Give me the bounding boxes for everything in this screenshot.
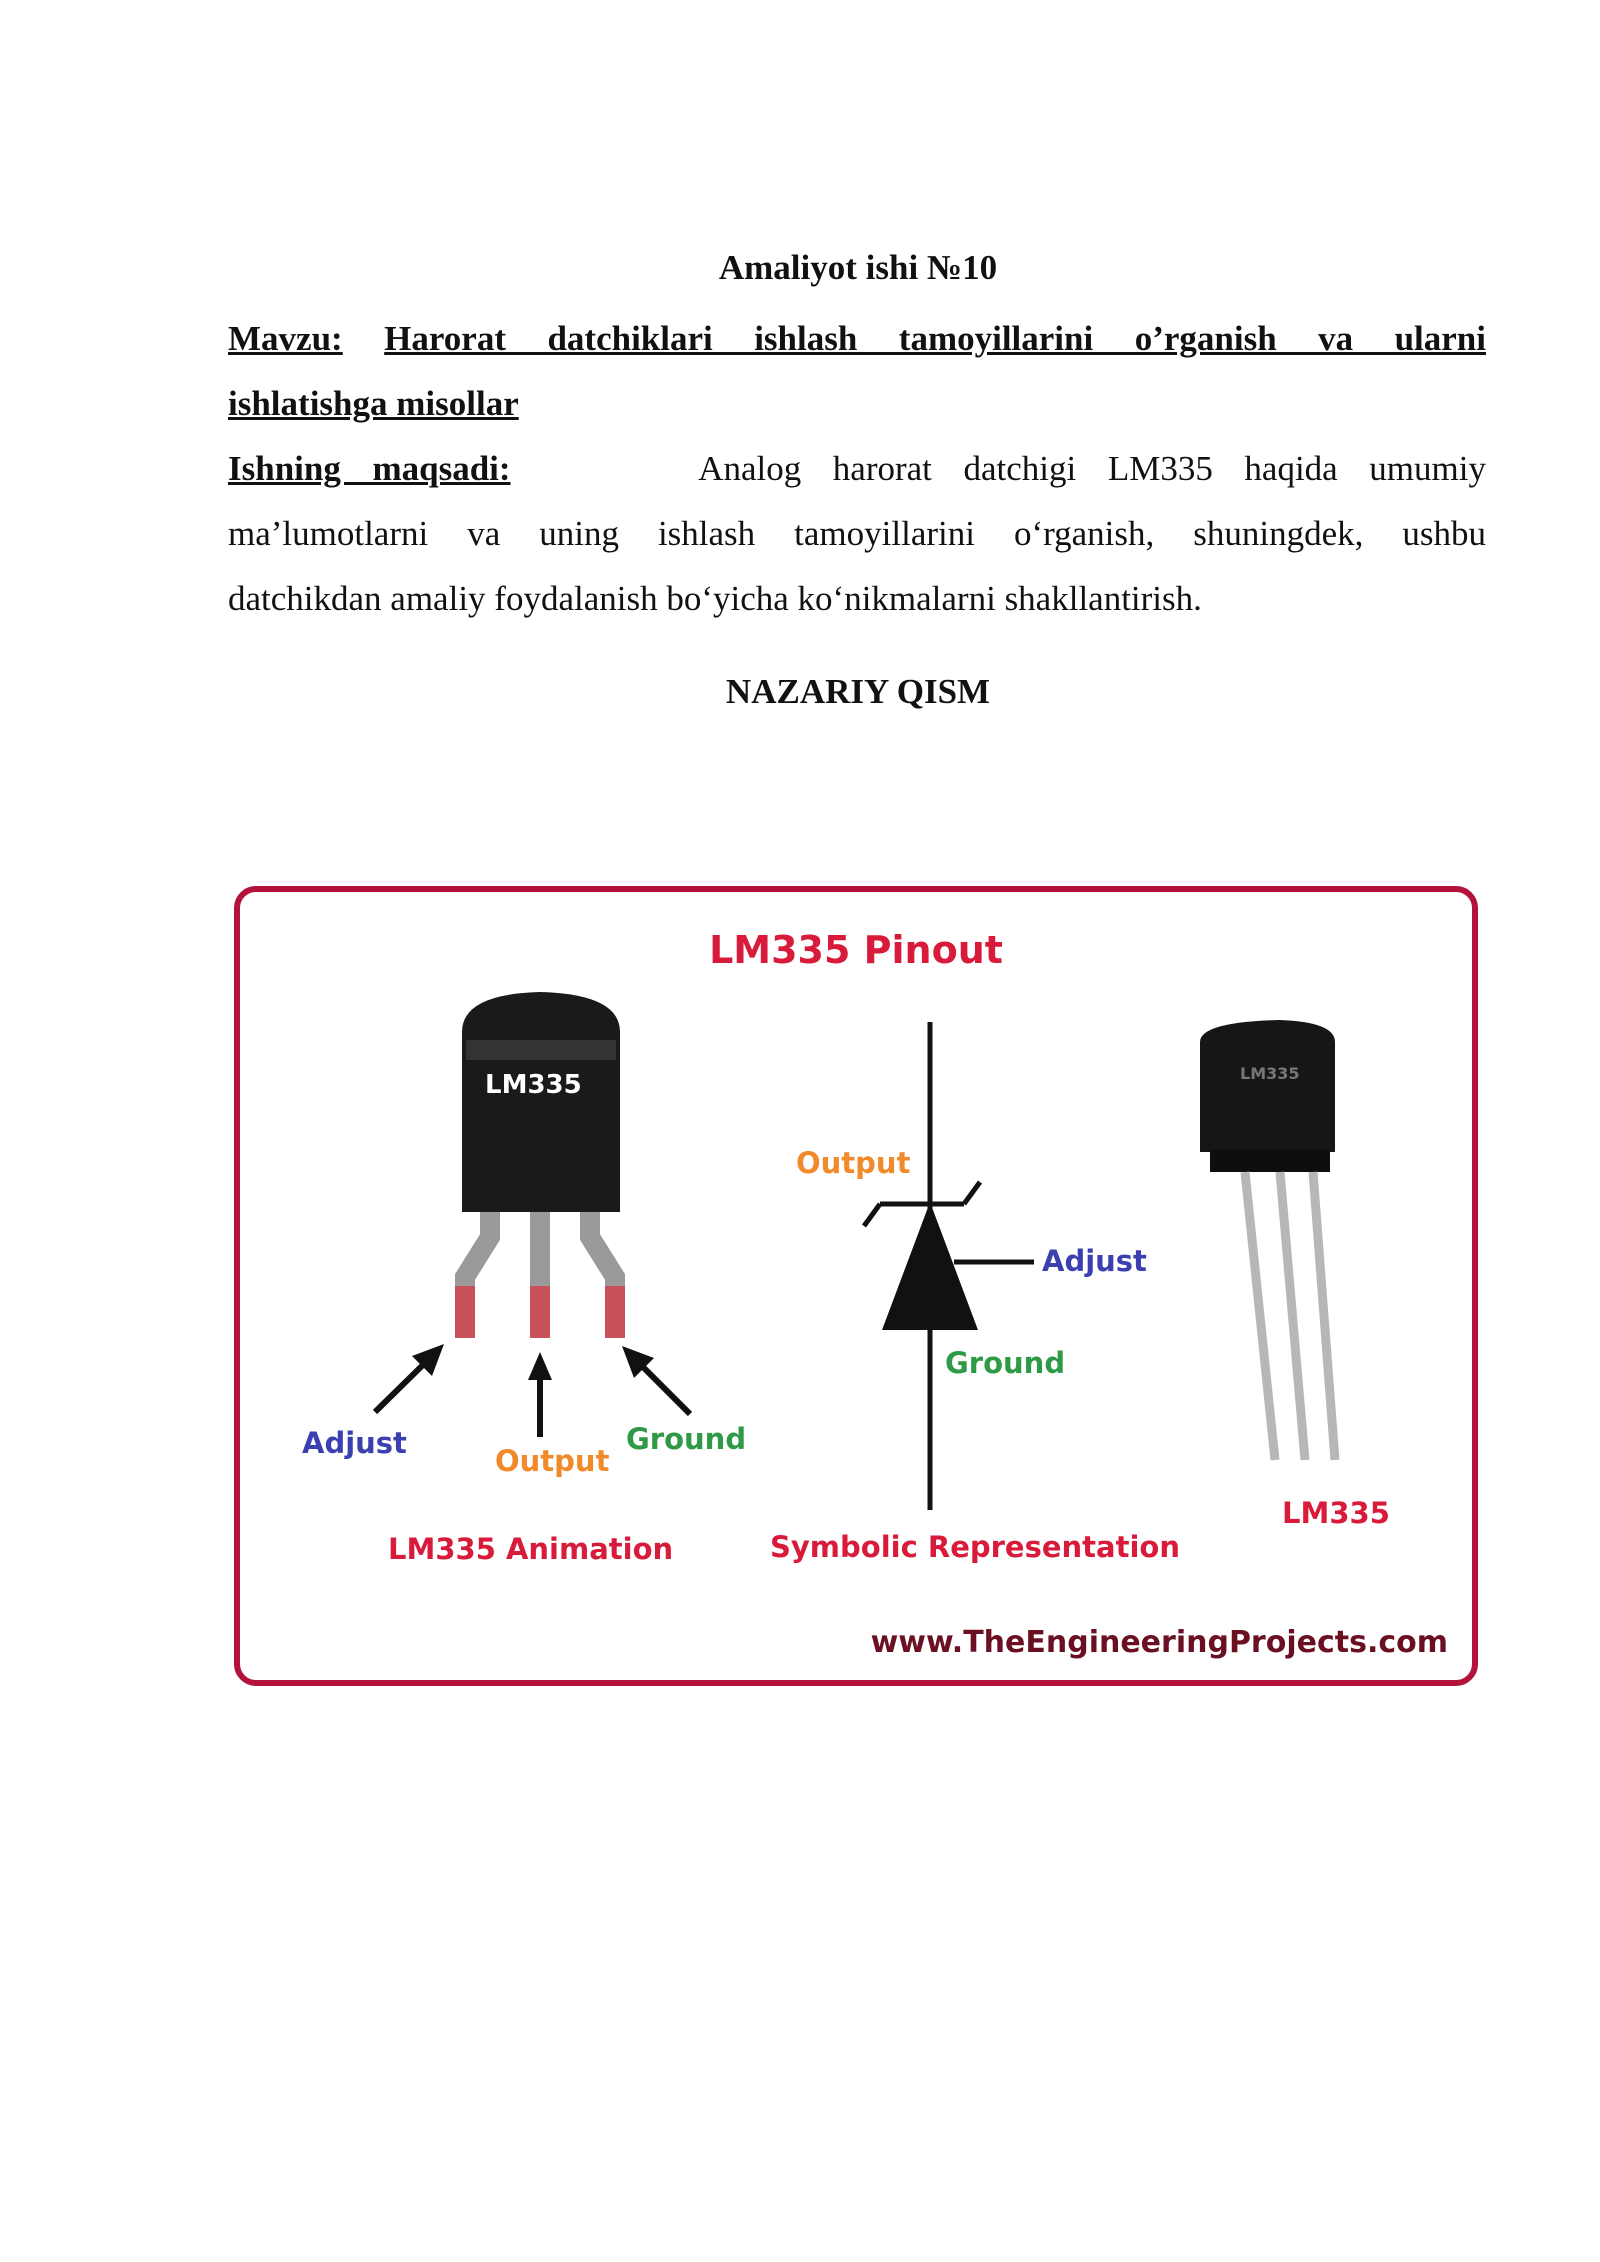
caption-right: LM335: [1282, 1496, 1390, 1530]
caption-middle: Symbolic Representation: [770, 1530, 1180, 1564]
goal-line-3: [228, 566, 1486, 631]
goal-label: Ishning maqsadi:: [228, 449, 511, 488]
topic-line-1: [228, 306, 1486, 371]
section-title: NAZARIY QISM: [725, 672, 991, 711]
pin-label-output: Output: [495, 1444, 610, 1478]
website-credit: www.TheEngineeringProjects.com: [870, 1625, 1448, 1660]
figure-title: LM335 Pinout: [709, 928, 1003, 972]
photo-marking: LM335: [1240, 1064, 1300, 1083]
lm335-pinout-figure: [234, 886, 1478, 1686]
document-title: Amaliyot ishi №10: [718, 248, 998, 287]
chip-marking: LM335: [485, 1070, 582, 1100]
symbol-label-output: Output: [796, 1146, 911, 1180]
goal-text-3: datchikdan amaliy foydalanish bo‘yicha ko‘nikmalarni shakllantirish.: [228, 579, 1202, 618]
lm335-photo: [1200, 1020, 1335, 1460]
goal-text-2: ma’lumotlarni va uning ishlash tamoyillarini o‘rganish, shuningdek, ushbu: [228, 514, 1486, 553]
to92-illustration: [375, 992, 690, 1437]
zener-symbol: [864, 1022, 1034, 1510]
topic-line-2: [228, 371, 1486, 436]
pin-label-ground: Ground: [626, 1422, 747, 1456]
caption-left: LM335 Animation: [388, 1532, 674, 1566]
topic-label: Mavzu:: [228, 319, 343, 358]
topic-text-2: ishlatishga misollar: [228, 384, 519, 423]
symbol-label-ground: Ground: [945, 1346, 1066, 1380]
pin-label-adjust: Adjust: [302, 1426, 407, 1460]
goal-text-1: Analog harorat datchigi LM335 haqida umumiy: [698, 449, 1486, 488]
topic-text-1: Harorat datchiklari ishlash tamoyillarini o’rganish va ularni: [384, 319, 1486, 358]
goal-line-2: [228, 501, 1486, 566]
symbol-label-adjust: Adjust: [1042, 1244, 1147, 1278]
goal-line-1: [228, 436, 1486, 501]
